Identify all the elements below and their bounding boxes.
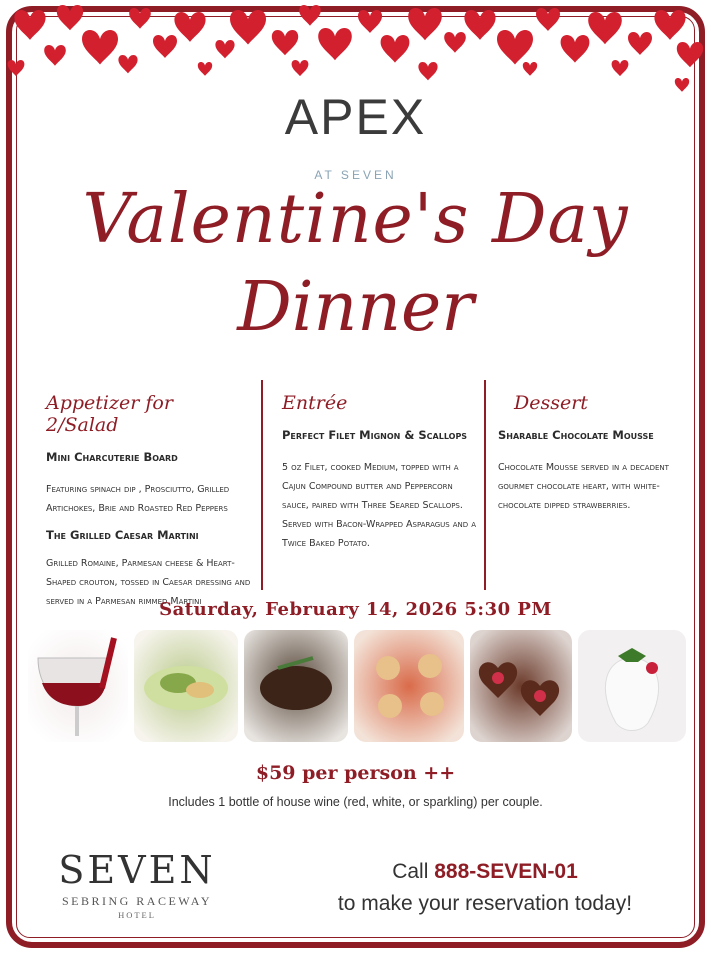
red-wine-glass-photo [28, 630, 128, 742]
chocolate-hearts-photo [470, 630, 572, 742]
event-date: Saturday, February 14, 2026 5:30 PM [159, 599, 552, 620]
column-divider [484, 380, 486, 590]
filet-mignon-photo [244, 630, 348, 742]
menu-item-name: The Grilled Caesar Martini [46, 528, 199, 542]
venue-name: SEVEN [58, 848, 216, 892]
apex-subtitle: AT SEVEN [314, 168, 397, 182]
phone-number[interactable]: 888-SEVEN-01 [434, 860, 578, 883]
menu-item-description: Chocolate Mousse served in a decadent gourmet chocolate heart, with white-chocolate dipped strawberries. [498, 462, 669, 511]
menu-item-name: Perfect Filet Mignon & Scallops [282, 428, 468, 442]
call-line2: to make your reservation today! [337, 892, 633, 915]
column-divider [261, 380, 263, 590]
caesar-salad-photo [134, 630, 238, 742]
menu-item-description: Featuring spinach dip , Prosciutto, Grilled Artichokes, Brie and Roasted Red Peppers [46, 484, 230, 514]
column-heading: Dessert [514, 392, 588, 414]
call-line1 [300, 856, 670, 888]
column-heading: Entrée [282, 392, 348, 414]
menu-item-description: 5 oz Filet, cooked Medium, topped with a Cajun Compound butter and Peppercorn sauce, paired with Three Seared Scallops. Served with Bacon-Wrapped Asparagus and a Twice Baked Potato. [282, 462, 476, 549]
reservation-call-to-action [300, 856, 670, 920]
seared-scallops-photo [354, 630, 464, 742]
apex-logo: APEX [284, 89, 427, 145]
dipped-strawberry-photo [578, 630, 686, 742]
price-includes-note: Includes 1 bottle of house wine (red, white, or sparkling) per couple. [168, 795, 543, 809]
menu-column-entree [282, 392, 477, 563]
venue-line2: SEBRING RACEWAY [61, 894, 213, 908]
call-prefix: Call [392, 860, 435, 883]
menu-column-appetizer [46, 392, 251, 621]
food-photo-strip [28, 628, 688, 744]
venue-line3: HOTEL [118, 910, 156, 920]
menu-item-name: Sharable Chocolate Mousse [498, 428, 654, 442]
menu-item-description: Grilled Romaine, Parmesan cheese & Heart-Shaped crouton, tossed in Caesar dressing and served in a Parmesan rimmed Martini [46, 558, 251, 607]
event-title-line2: Dinner [237, 268, 474, 347]
seven-hotel-logo [58, 848, 216, 920]
column-heading: Appetizer for 2/Salad [46, 392, 173, 436]
menu-column-dessert [498, 392, 678, 525]
price: $59 per person ++ [255, 762, 456, 784]
event-title-line1: Valentine's Day [82, 180, 629, 259]
menu-item-name: Mini Charcuterie Board [46, 450, 178, 464]
